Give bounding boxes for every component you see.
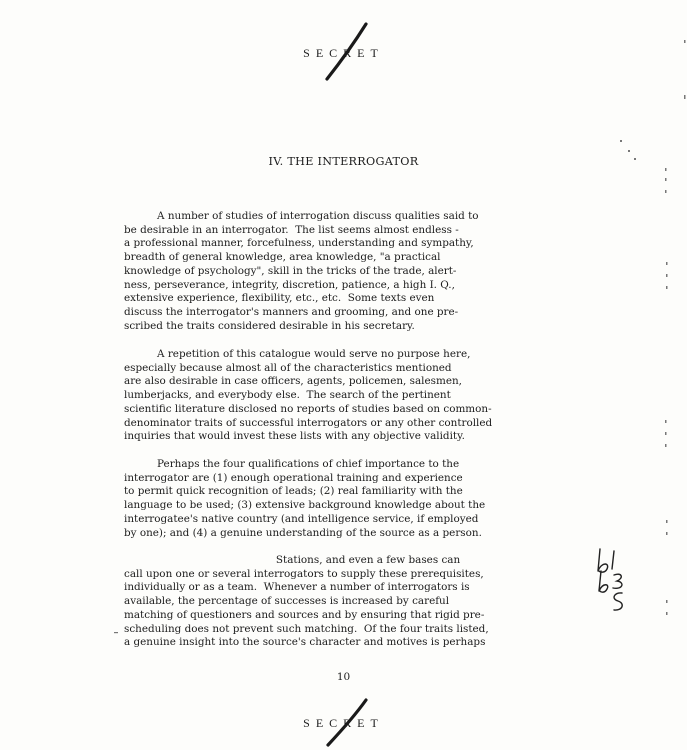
line: scheduling does not prevent such matching. Of the four traits listed, [124,622,489,635]
line: discuss the interrogator's manners and grooming, and one pre- [124,305,459,318]
line: language to be used; (3) extensive background knowledge about the [124,499,486,512]
line: a professional manner, forcefulness, understanding and sympathy, [124,237,474,250]
line: interrogatee's native country (and intelligence service, if employed [124,512,479,525]
page-number: 10 [336,671,351,683]
line: to permit quick recognition of leads; (2) real familiarity with the [124,485,463,498]
line: by one); and (4) a genuine understanding of the source as a person. [124,526,482,539]
line: denominator traits of successful interrogators or any other controlled [124,416,493,429]
line: Perhaps the four qualifications of chief importance to the [124,458,460,470]
line: individually or as a team. Whenever a number of interrogators is [124,581,470,594]
line: inquiries that would invest these lists with any objective validity. [124,430,465,443]
line: ness, perseverance, integrity, discretion, patience, a high I. Q., [124,278,455,291]
line: a genuine insight into the source's character and motives is perhaps [124,636,486,649]
line: available, the percentage of successes is increased by careful [124,595,450,608]
classification-header: SECRET [303,46,384,60]
classification-footer: SECRET [303,716,384,730]
line: lumberjacks, and everybody else. The search of the pertinent [124,389,451,402]
line: are also desirable in case officers, agents, policemen, salesmen, [124,375,462,388]
line: matching of questioners and sources and by ensuring that rigid pre- [124,608,485,621]
line: be desirable in an interrogator. The list seems almost endless - [124,223,459,236]
section-title: IV. THE INTERROGATOR [268,155,419,168]
line: breadth of general knowledge, area knowledge, "a practical [124,251,441,264]
line: scientific literature disclosed no reports of studies based on common- [124,402,492,415]
line: interrogator are (1) enough operational training and experience [124,471,463,484]
line: scribed the traits considered desirable in his secretary. [124,319,415,332]
line: especially because almost all of the characteristics mentioned [124,361,452,374]
line: A repetition of this catalogue would serve no purpose here, [124,348,471,360]
line: Stations, and even a few bases can [124,554,461,566]
line: knowledge of psychology", skill in the tricks of the trade, alert- [124,264,457,277]
line: extensive experience, flexibility, etc., etc. Some texts even [124,292,435,305]
line: call upon one or several interrogators to supply these prerequisites, [124,567,484,580]
line: A number of studies of interrogation discuss qualities said to [124,210,479,222]
